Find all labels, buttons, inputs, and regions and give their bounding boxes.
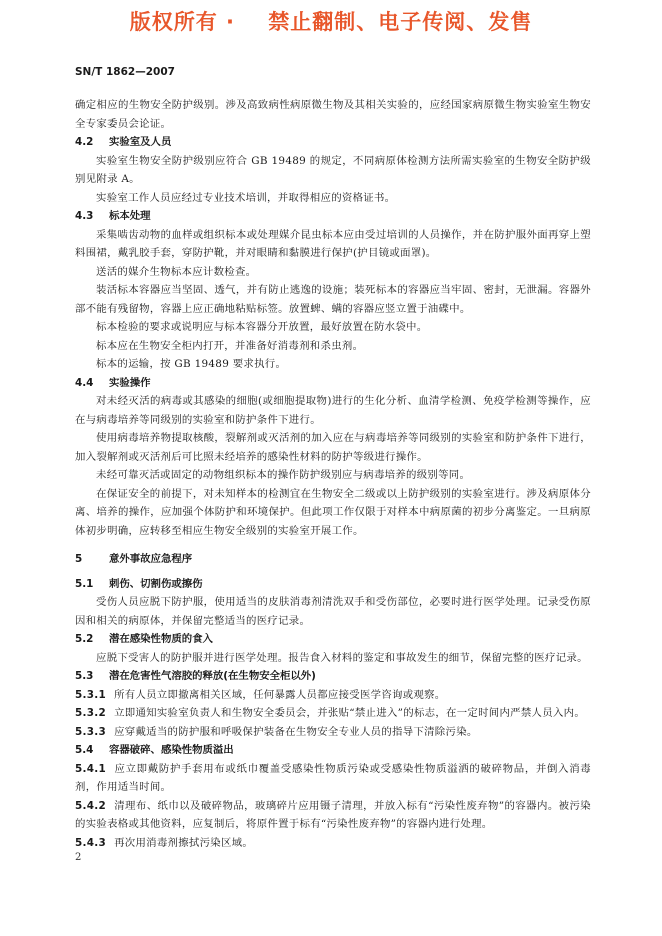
clause-number: 5.3.2: [75, 707, 107, 719]
section-number: 5: [75, 553, 83, 565]
document-body: [75, 96, 591, 852]
paragraph-text: 采集啮齿动物的血样或组织标本或处理媒介昆虫标本应由受过培训的人员操作，并在防护服外面再穿上塑料围裙，戴乳胶手套，穿防护靴，并对眼睛和黏膜进行保护(护目镜或面罩)。: [75, 228, 591, 259]
numbered-clause: [75, 723, 591, 742]
section-title: 实验操作: [109, 376, 151, 389]
paragraph-text: 实验室工作人员应经过专业技术培训，并取得相应的资格证书。: [96, 191, 396, 204]
section-number: 4.2: [75, 136, 94, 148]
section-title: 意外事故应急程序: [109, 553, 193, 565]
numbered-clause: [75, 834, 591, 853]
paragraph: [75, 189, 591, 208]
paragraph: [75, 485, 591, 541]
paragraph: [75, 96, 591, 133]
paragraph-text: 标本的运输，按 GB 19489 要求执行。: [96, 358, 287, 370]
section-title: 潜在感染性物质的食入: [109, 633, 213, 645]
section-number: 4.3: [75, 210, 94, 222]
section-title: 实验室及人员: [109, 136, 172, 148]
clause-number: 5.4.2: [75, 799, 107, 812]
paragraph: [75, 337, 591, 356]
standard-code: SN/T 1862—2007: [75, 66, 175, 78]
paragraph-text: 受伤人员应脱下防护服，使用适当的皮肤消毒剂清洗双手和受伤部位，必要时进行医学处理。记录受伤原因和相关的病原体，并保留完整适当的医疗记录。: [75, 596, 591, 627]
paragraph: [75, 281, 591, 318]
section-title: 标本处理: [109, 210, 151, 222]
paragraph-text: 在保证安全的前提下，对未知样本的检测宜在生物安全二级或以上防护级别的实验室进行。涉及病原体分离、培养的操作，应加强个体防护和环境保护。但此项工作仅限于对样本中病原菌的初步分离鉴定。一旦病原体初步明确，应转移至相应生物安全级别的实验室开展工作。: [75, 487, 591, 537]
section-heading: [75, 630, 591, 649]
paragraph-text: 应穿戴适当的防护服和呼吸保护装备在生物安全专业人员的指导下清除污染。: [114, 725, 478, 738]
paragraph-text: 使用病毒培养物提取核酸，裂解剂或灭活剂的加入应在与病毒培养等同级别的实验室和防护条件下进行，加入裂解剂或灭活剂后可比照未经培养的感染性材料的防护等级进行操作。: [75, 432, 591, 463]
section-heading: [75, 575, 591, 594]
numbered-clause: [75, 760, 591, 797]
paragraph-text: 清理布、纸巾以及破碎物品，玻璃碎片应用镊子清理，并放入标有“污染性废弃物”的容器内。被污染的实验表格或其他资料，应复制后，将原件置于标有“污染性废弃物”的容器内进行处理。: [75, 799, 591, 830]
clause-number: 5.4.3: [75, 836, 107, 849]
numbered-clause: [75, 797, 591, 834]
paragraph: [75, 226, 591, 263]
section-number: 5.2: [75, 633, 94, 645]
paragraph-text: 标本应在生物安全柜内打开，并准备好消毒剂和杀虫剂。: [96, 339, 364, 352]
paragraph-text: 未经可靠灭活或固定的动物组织标本的操作防护级别应与病毒培养的级别等同。: [96, 469, 471, 481]
paragraph: [75, 152, 591, 189]
paragraph: [75, 392, 591, 429]
paragraph-text: 送活的媒介生物标本应计数检查。: [96, 265, 257, 278]
paragraph-text: 对未经灭活的病毒或其感染的细胞(或细胞提取物)进行的生化分析、血清学检测、免疫学检测等操作，应在与病毒培养等同级别的实验室和防护条件下进行。: [75, 395, 591, 426]
section-title: 潜在危害性气溶胶的释放(在生物安全柜以外): [109, 670, 316, 682]
clause-number: 5.3.1: [75, 688, 107, 701]
numbered-clause: [75, 686, 591, 705]
section-heading: [75, 207, 591, 226]
section-number: 5.3: [75, 670, 94, 682]
paragraph-text: 装活标本容器应当坚固、透气，并有防止逃逸的设施；装死标本的容器应当牢固、密封，无泄漏。容器外部不能有残留物，容器上应正确地粘贴标签。放置蜱、螨的容器应竖立置于油碟中。: [75, 284, 591, 315]
paragraph-text: 实验室生物安全防护级别应符合 GB 19489 的规定，不同病原体检测方法所需实验室的生物安全防护级别见附录 A。: [75, 154, 591, 185]
section-heading: [75, 374, 591, 393]
paragraph: [75, 649, 591, 668]
paragraph-text: 再次用消毒剂擦拭污染区域。: [114, 836, 254, 849]
paragraph-text: 应立即戴防护手套用布或纸巾覆盖受感染性物质污染或受感染性物质溢洒的破碎物品，并倒入消毒剂，作用适当时间。: [75, 762, 591, 793]
paragraph-text: 确定相应的生物安全防护级别。涉及高致病性病原微生物及其相关实验的，应经国家病原微生物实验室生物安全专家委员会论证。: [75, 99, 591, 130]
paragraph-text: 标本检验的要求或说明应与标本容器分开放置，最好放置在防水袋中。: [96, 321, 428, 333]
section-number: 5.4: [75, 744, 94, 756]
section-title: 容器破碎、感染性物质溢出: [109, 744, 234, 756]
section-heading: [75, 133, 591, 152]
paragraph: [75, 429, 591, 466]
section-heading: [75, 741, 591, 760]
section-heading: [75, 667, 591, 686]
paragraph: [75, 593, 591, 630]
paragraph: [75, 263, 591, 282]
paragraph: [75, 355, 591, 374]
numbered-clause: [75, 704, 591, 723]
page-number: 2: [75, 852, 82, 863]
clause-number: 5.3.3: [75, 725, 107, 738]
section-heading: [75, 550, 591, 569]
section-number: 5.1: [75, 577, 94, 590]
paragraph: [75, 318, 591, 337]
paragraph-text: 应脱下受害人的防护服并进行医学处理。报告食入材料的鉴定和事故发生的细节，保留完整的医疗记录。: [96, 651, 588, 664]
watermark: 版权所有 · 禁止翻制、电子传阅、发售: [129, 10, 533, 34]
paragraph-text: 所有人员立即撤离相关区域，任何暴露人员都应接受医学咨询或观察。: [114, 688, 446, 701]
section-title: 刺伤、切割伤或擦伤: [109, 577, 203, 590]
section-number: 4.4: [75, 376, 94, 389]
paragraph: [75, 466, 591, 485]
paragraph-text: 立即通知实验室负责人和生物安全委员会，并张贴“禁止进入”的标志，在一定时间内严禁人员入内。: [114, 707, 586, 719]
clause-number: 5.4.1: [75, 762, 107, 775]
